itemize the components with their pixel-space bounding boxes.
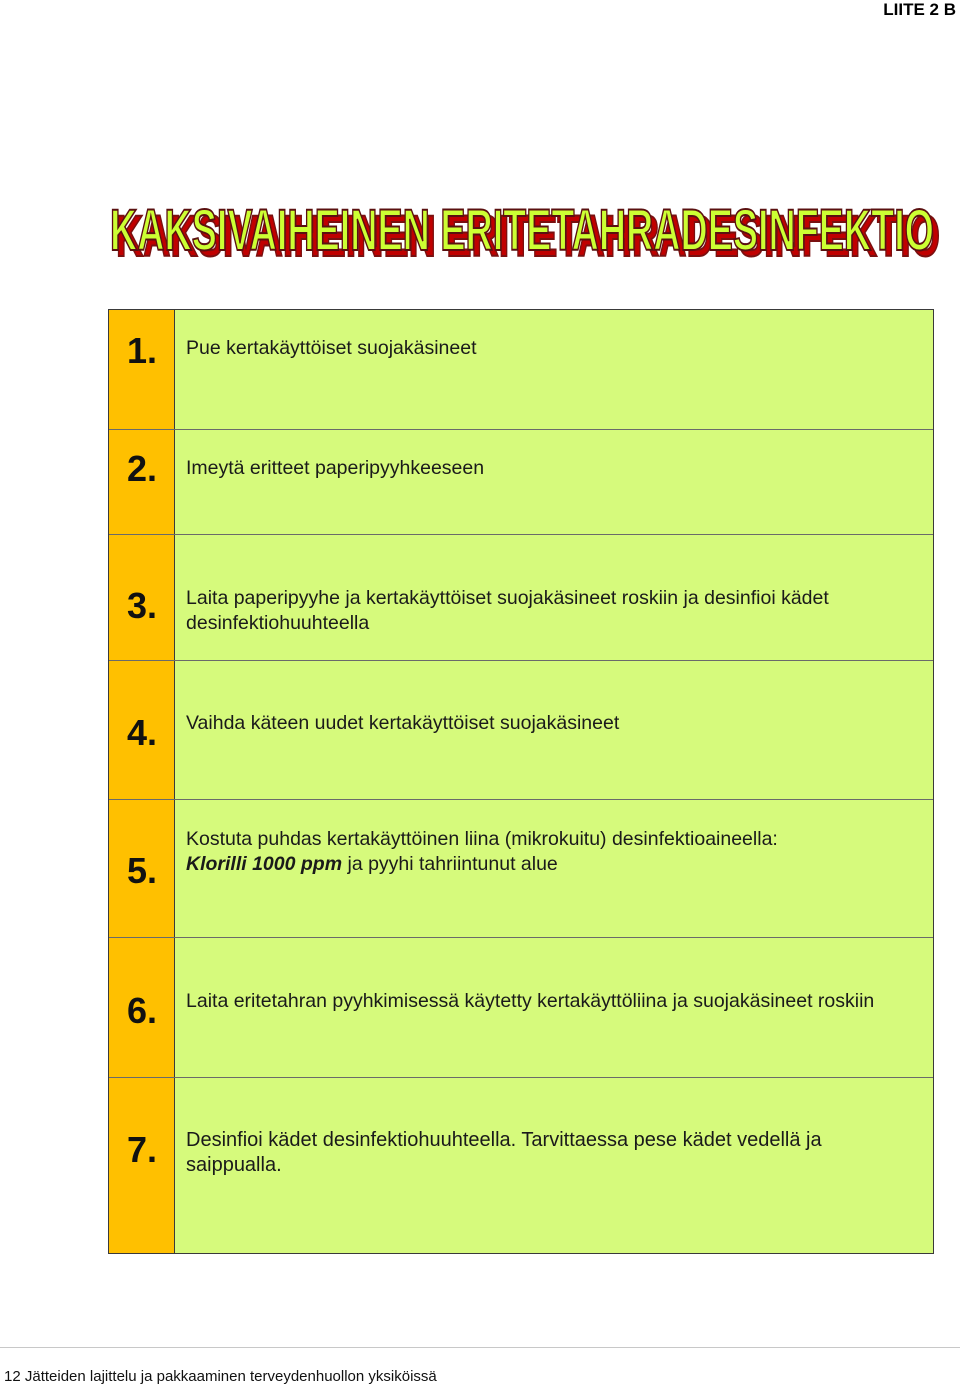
page-footer <box>0 1347 960 1383</box>
footer-text: 12 Jätteiden lajittelu ja pakkaaminen terveydenhuollon yksiköissä <box>4 1368 437 1385</box>
step-row-2 <box>109 429 933 534</box>
step-number: 3. <box>126 585 158 626</box>
step-text: Desinfioi kädet desinfektiohuuhteella. Tarvittaessa pese kädet vedellä ja saippualla. <box>186 1129 822 1176</box>
step-number: 4. <box>126 712 158 753</box>
page-title: KAKSIVAIHEINEN ERITETAHRADESINFEKTIO <box>110 198 934 263</box>
step-row-4 <box>109 660 933 799</box>
step-number: 6. <box>126 990 158 1031</box>
step-text-emphasis: Klorilli 1000 ppm <box>186 853 343 875</box>
step-text: Vaihda käteen uudet kertakäyttöiset suojakäsineet <box>186 712 620 734</box>
step-number: 5. <box>126 850 158 891</box>
step-row-1 <box>109 310 933 429</box>
step-row-3 <box>109 534 933 660</box>
step-number: 7. <box>126 1129 158 1170</box>
step-text: Laita paperipyyhe ja kertakäyttöiset suojakäsineet roskiin ja desinfioi kädet desinfektiohuuhteella <box>186 587 829 634</box>
step-text-after: ja pyyhi tahriintunut alue <box>342 853 558 875</box>
step-text: Pue kertakäyttöiset suojakäsineet <box>186 337 477 359</box>
step-row-7 <box>109 1077 933 1253</box>
title-banner <box>104 176 944 276</box>
step-text <box>186 827 903 877</box>
step-number: 2. <box>126 448 158 489</box>
steps-table <box>108 309 934 1254</box>
step-number: 1. <box>126 330 158 371</box>
title-shadow: KAKSIVAIHEINEN ERITETAHRADESINFEKTIO <box>116 204 940 269</box>
step-text-before: Kostuta puhdas kertakäyttöinen liina (mikrokuitu) desinfektioaineella: <box>186 828 778 850</box>
title-graphic <box>104 176 944 276</box>
step-text: Laita eritetahran pyyhkimisessä käytetty kertakäyttöliina ja suojakäsineet roskiin <box>186 990 875 1012</box>
step-text: Imeytä eritteet paperipyyhkeeseen <box>186 457 485 479</box>
step-row-6 <box>109 937 933 1077</box>
page-label: LIITE 2 B <box>883 0 956 19</box>
step-row-5 <box>109 799 933 937</box>
